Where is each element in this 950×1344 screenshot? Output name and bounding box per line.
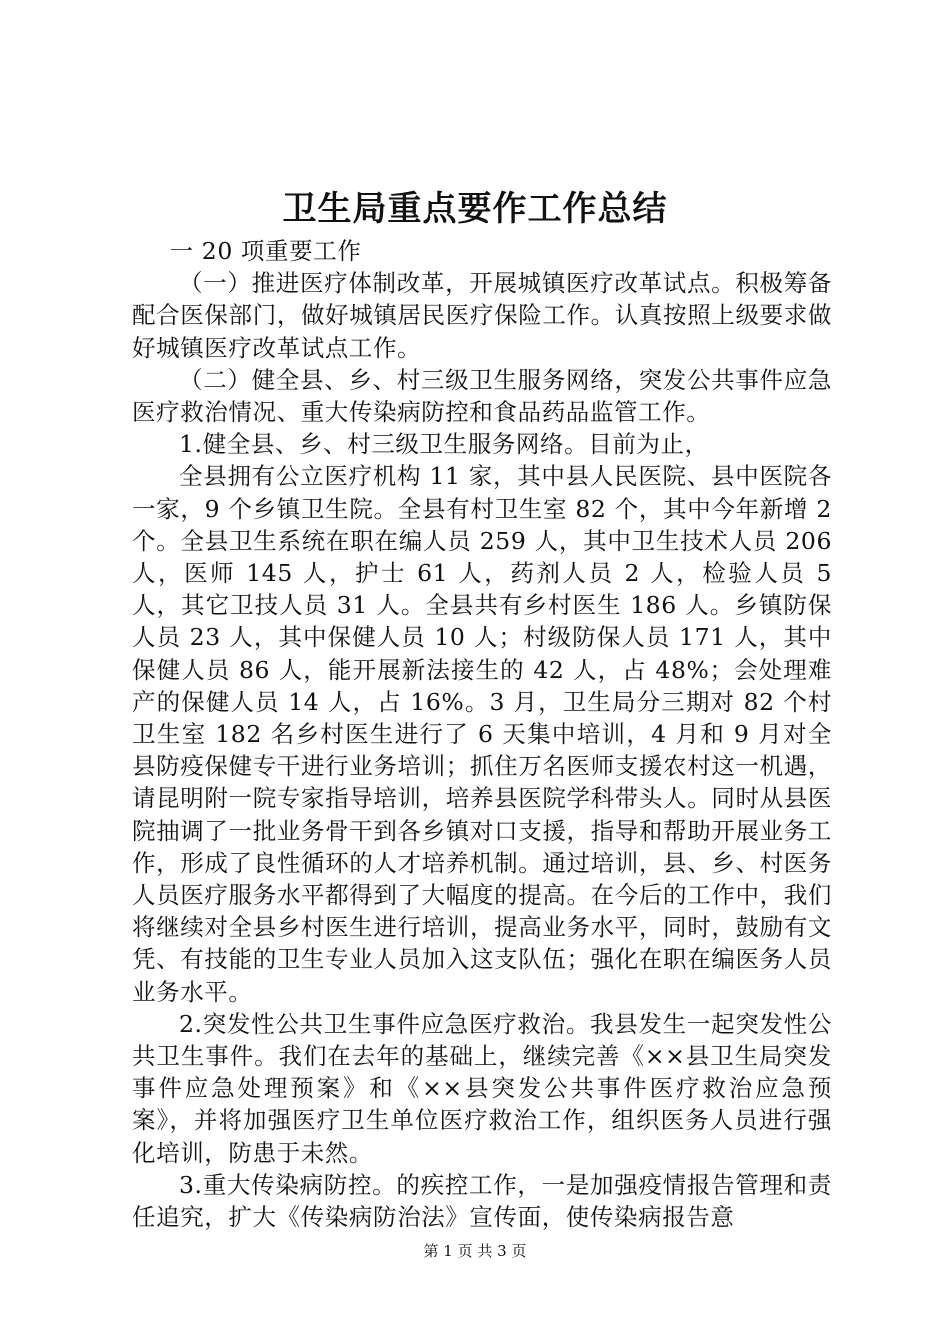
- paragraph: 全县拥有公立医疗机构 11 家，其中县人民医院、县中医院各一家，9 个乡镇卫生院。全县有村卫生室 82 个，其中今年新增 2 个。全县卫生系统在职在编人员 259 人，其中卫生技术人员 206 人，医师 145 人，护士 61 人，药剂人员 2 人，检验人员 5 人，其它卫技人员 31 人。全县共有乡村医生 186 人。乡镇防保人员 23 人，其中保健人员 10 人；村级防保人员 171 人，其中保健人员 86 人，能开展新法接生的 42 人，占 48%；会处理难产的保健人员 14 人，占 16%。3 月，卫生局分三期对 82 个村卫生室 182 名乡村医生进行了 6 天集中培训，4 月和 9 月对全县防疫保健专干进行业务培训；抓住万名医师支援农村这一机遇，请昆明附一院专家指导培训，培养县医院学科带头人。同时从县医院抽调了一批业务骨干到各乡镇对口支援，指导和帮助开展业务工作，形成了良性循环的人才培养机制。通过培训，县、乡、村医务人员医疗服务水平都得到了大幅度的提高。在今后的工作中，我们将继续对全县乡村医生进行培训，提高业务水平，同时，鼓励有文凭、有技能的卫生专业人员加入这支队伍；强化在职在编医务人员业务水平。: [132, 462, 832, 1006]
- paragraph: 2.突发性公共卫生事件应急医疗救治。我县发生一起突发性公共卫生事件。我们在去年的基础上，继续完善《××县卫生局突发事件应急处理预案》和《××县突发公共事件医疗救治应急预案》，并将加强医疗卫生单位医疗救治工作，组织医务人员进行强化培训，防患于未然。: [132, 1009, 832, 1167]
- paragraph: （二）健全县、乡、村三级卫生服务网络，突发公共事件应急医疗救治情况、重大传染病防控和食品药品监管工作。: [132, 365, 832, 427]
- document-body: [132, 235, 832, 1233]
- page-number-footer: 第 1 页 共 3 页: [423, 1242, 527, 1260]
- paragraph: 3.重大传染病防控。的疾控工作，一是加强疫情报告管理和责任追究，扩大《传染病防治法》宣传面，使传染病报告意: [132, 1170, 832, 1232]
- document-title: 卫生局重点要作工作总结: [282, 189, 668, 229]
- paragraph: 1.健全县、乡、村三级卫生服务网络。目前为止，: [179, 430, 709, 459]
- paragraph-heading: 一 20 项重要工作: [169, 237, 362, 265]
- paragraph: （一）推进医疗体制改革，开展城镇医疗改革试点。积极筹备配合医保部门，做好城镇居民医疗保险工作。认真按照上级要求做好城镇医疗改革试点工作。: [132, 269, 832, 362]
